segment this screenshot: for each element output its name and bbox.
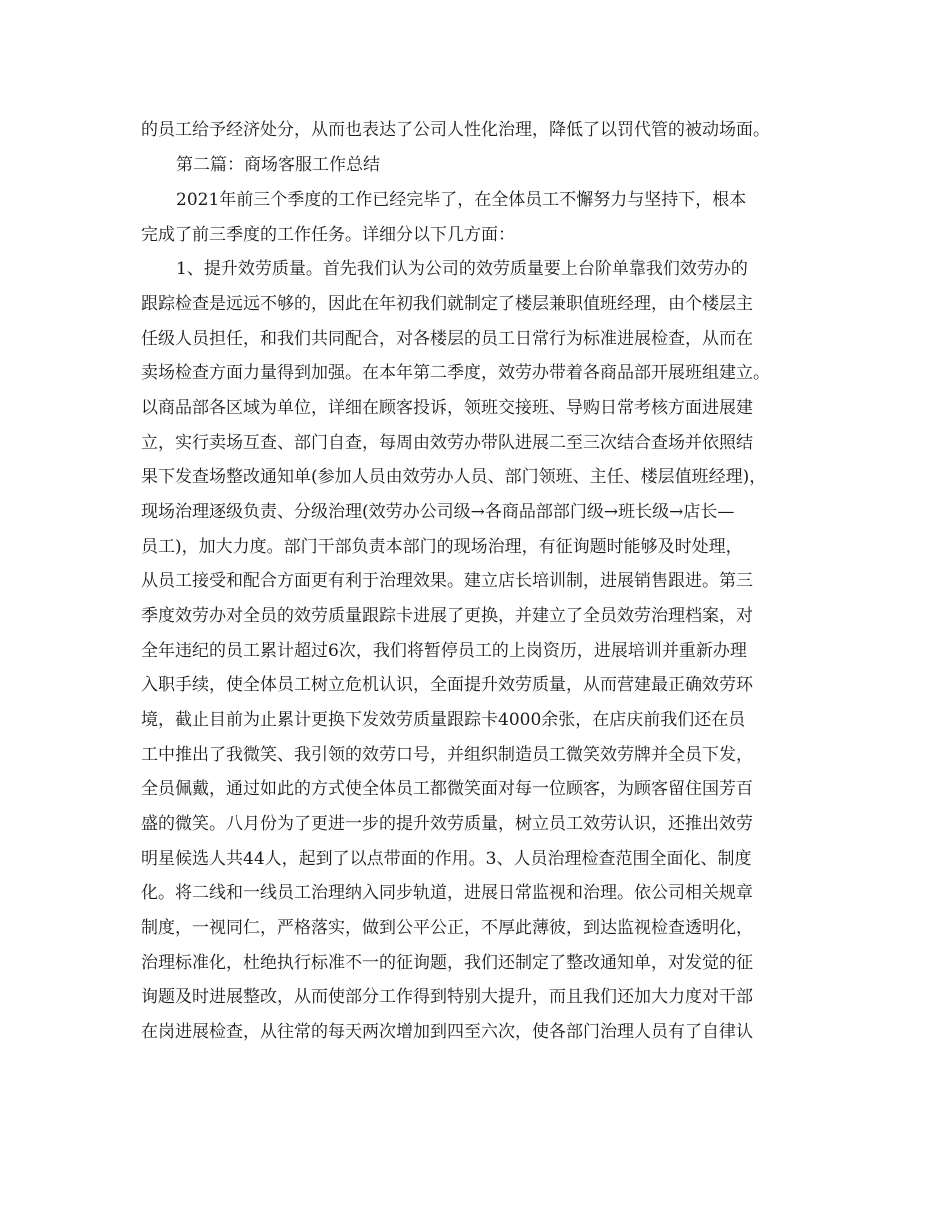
text-line: 化。将二线和一线员工治理纳入同步轨道，进展日常监视和治理。依公司相关规章 bbox=[141, 883, 753, 903]
text-line: 完成了前三季度的工作任务。详细分以下几方面： bbox=[141, 225, 515, 245]
text-line: 工中推出了我微笑、我引领的效劳口号，并组织制造员工微笑效劳牌并全员下发， bbox=[141, 745, 753, 765]
text-line: 任级人员担任，和我们共同配合，对各楼层的员工日常行为标准进展检查，从而在 bbox=[141, 329, 753, 349]
section-heading: 第二篇：商场客服工作总结 bbox=[176, 155, 380, 175]
text-line: 果下发查场整改通知单(参加人员由效劳办人员、部门领班、主任、楼层值班经理)， bbox=[141, 467, 767, 487]
text-line: 以商品部各区域为单位，详细在顾客投诉，领班交接班、导购日常考核方面进展建 bbox=[141, 398, 753, 418]
text-line: 询题及时进展整改，从而使部分工作得到特别大提升，而且我们还加大力度对干部 bbox=[141, 987, 753, 1007]
text-line: 2021年前三个季度的工作已经完毕了，在全体员工不懈努力与坚持下，根本 bbox=[176, 190, 747, 210]
text-line: 治理标准化，杜绝执行标准不一的征询题，我们还制定了整改通知单，对发觉的征 bbox=[141, 953, 753, 973]
text-line: 员工)，加大力度。部门干部负责本部门的现场治理，有征询题时能够及时处理， bbox=[141, 537, 743, 557]
text-line: 境，截止目前为止累计更换下发效劳质量跟踪卡4000余张，在店庆前我们还在员 bbox=[141, 710, 746, 730]
text-line: 现场治理逐级负责、分级治理(效劳办公司级→各商品部部门级→班长级→店长— bbox=[141, 502, 735, 522]
text-line: 从员工接受和配合方面更有利于治理效果。建立店长培训制，进展销售跟进。第三 bbox=[141, 571, 753, 591]
text-line: 季度效劳办对全员的效劳质量跟踪卡进展了更换，并建立了全员效劳治理档案，对 bbox=[141, 606, 753, 626]
text-line: 卖场检查方面力量得到加强。在本年第二季度，效劳办带着各商品部开展班组建立。 bbox=[141, 363, 770, 383]
text-line: 全年违纪的员工累计超过6次，我们将暂停员工的上岗资历，进展培训并重新办理 bbox=[141, 641, 747, 661]
text-line: 立，实行卖场互查、部门自查，每周由效劳办带队进展二至三次结合查场并依照结 bbox=[141, 433, 753, 453]
text-line: 全员佩戴，通过如此的方式使全体员工都微笑面对每一位顾客，为顾客留住国芳百 bbox=[141, 779, 753, 799]
text-line: 入职手续，使全体员工树立危机认识，全面提升效劳质量，从而营建最正确效劳环 bbox=[141, 675, 753, 695]
text-line: 制度，一视同仁，严格落实，做到公平公正，不厚此薄彼，到达监视检查透明化， bbox=[141, 918, 753, 938]
text-line: 1、提升效劳质量。首先我们认为公司的效劳质量要上台阶单靠我们效劳办的 bbox=[176, 259, 748, 279]
text-line: 跟踪检查是远远不够的，因此在年初我们就制定了楼层兼职值班经理，由个楼层主 bbox=[141, 294, 753, 314]
text-line: 明星候选人共44人，起到了以点带面的作用。3、人员治理检查范围全面化、制度 bbox=[141, 849, 752, 869]
text-line: 在岗进展检查，从往常的每天两次增加到四至六次，使各部门治理人员有了自律认 bbox=[141, 1022, 753, 1042]
text-line: 盛的微笑。八月份为了更进一步的提升效劳质量，树立员工效劳认识，还推出效劳 bbox=[141, 814, 753, 834]
text-line: 的员工给予经济处分，从而也表达了公司人性化治理，降低了以罚代管的被动场面。 bbox=[141, 120, 770, 140]
